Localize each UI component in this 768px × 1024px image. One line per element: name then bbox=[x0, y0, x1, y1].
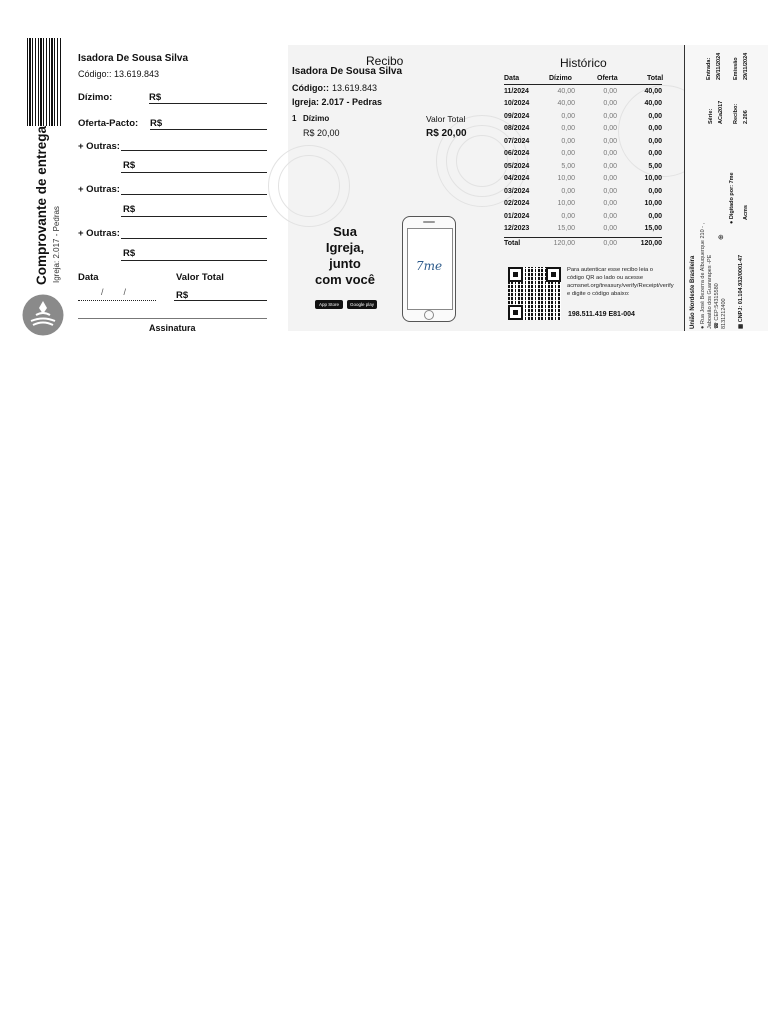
history-total-rule bbox=[504, 237, 662, 238]
stub-outras-2-rs: R$ bbox=[123, 204, 136, 215]
history-cell-date: 02/2024 bbox=[504, 200, 530, 208]
history-row bbox=[504, 150, 664, 163]
history-cell-dizimo: 0,00 bbox=[561, 112, 575, 120]
user-icon: ● bbox=[729, 219, 735, 224]
history-header-oferta: Oferta bbox=[597, 75, 618, 82]
history-title: Histórico bbox=[560, 56, 607, 70]
stub-dizimo-rs: R$ bbox=[149, 92, 162, 103]
history-header-dizimo: Dízimo bbox=[549, 75, 572, 82]
history-cell-date: 07/2024 bbox=[504, 137, 530, 145]
stub-outras-2-value-line[interactable] bbox=[121, 216, 267, 217]
receipt-total-label: Valor Total bbox=[426, 114, 466, 124]
history-cell-total: 0,00 bbox=[648, 187, 662, 195]
phone-icon bbox=[402, 216, 456, 322]
history-cell-oferta: 0,00 bbox=[603, 200, 617, 208]
history-cell-dizimo: 40,00 bbox=[557, 88, 575, 95]
side-acms: Acms bbox=[743, 205, 749, 220]
history-cell-dizimo: 0,00 bbox=[561, 187, 575, 195]
history-cell-dizimo: 5,00 bbox=[561, 162, 575, 170]
app-logo: 7me bbox=[416, 259, 443, 273]
side-cnpj-value: CNPJ: 01.104.932/0001-47 bbox=[738, 254, 744, 323]
history-cell-date: 08/2024 bbox=[504, 125, 530, 133]
history-cell-oferta: 0,00 bbox=[603, 137, 617, 145]
side-emissao-label: Emissão bbox=[733, 57, 739, 80]
history-cell-oferta: 0,00 bbox=[603, 187, 617, 195]
receipt-code-label: Código:: bbox=[292, 83, 329, 93]
history-cell-total: 40,00 bbox=[644, 100, 662, 108]
history-cell-total: 0,00 bbox=[648, 150, 662, 158]
receipt-name: Isadora De Sousa Silva bbox=[292, 66, 403, 77]
history-cell-date: 05/2024 bbox=[504, 162, 530, 170]
side-cep-value: CEP:54315580 bbox=[714, 283, 720, 321]
history-cell-dizimo: 0,00 bbox=[561, 137, 575, 145]
history-cell-oferta: 0,00 bbox=[603, 150, 617, 158]
stub-oferta-label: Oferta-Pacto: bbox=[78, 118, 139, 129]
side-entrada-value: 29/11/2024 bbox=[716, 52, 722, 80]
stub-outras-1-line[interactable] bbox=[121, 150, 267, 151]
stub-outras-1-rs: R$ bbox=[123, 160, 136, 171]
history-row bbox=[504, 113, 664, 126]
slogan-line-1: Sua bbox=[333, 224, 357, 239]
receipt-item-value: R$ 20,00 bbox=[303, 128, 340, 138]
history-cell-oferta: 0,00 bbox=[603, 112, 617, 120]
slogan bbox=[306, 224, 384, 288]
stub-assinatura-label: Assinatura bbox=[149, 323, 196, 333]
history-total-total: 120,00 bbox=[640, 240, 662, 247]
history-header-total: Total bbox=[647, 75, 664, 82]
receipt-code-value: 13.619.843 bbox=[332, 83, 378, 93]
stub-name: Isadora De Sousa Silva bbox=[78, 53, 189, 64]
history-total-row bbox=[504, 240, 664, 253]
history-row bbox=[504, 125, 664, 138]
history-row bbox=[504, 213, 664, 226]
slogan-line-3: junto bbox=[329, 256, 361, 271]
history-cell-date: 11/2024 bbox=[504, 88, 529, 95]
stub-outras-3-label: + Outras: bbox=[78, 228, 120, 239]
history-total-oferta: 0,00 bbox=[603, 240, 617, 247]
history-total-dizimo: 120,00 bbox=[553, 240, 575, 247]
side-digitado bbox=[729, 172, 735, 224]
history-row bbox=[504, 163, 664, 176]
side-entrada-label: Entrada: bbox=[706, 57, 712, 80]
stub-outras-1-label: + Outras: bbox=[78, 141, 120, 152]
building-icon: ▩ bbox=[738, 322, 744, 329]
globe-icon: ⊕ bbox=[718, 234, 725, 240]
history-total-label: Total bbox=[504, 240, 521, 247]
history-cell-dizimo: 0,00 bbox=[561, 125, 575, 133]
stub-dizimo-label: Dízimo: bbox=[78, 92, 113, 103]
history-row bbox=[504, 188, 664, 201]
history-header-date: Data bbox=[504, 75, 520, 82]
stub-data-label: Data bbox=[78, 272, 99, 283]
slogan-line-2: Igreja, bbox=[325, 240, 365, 255]
side-panel bbox=[684, 45, 768, 331]
app-store-badge[interactable]: App Store bbox=[315, 300, 343, 309]
history-cell-dizimo: 0,00 bbox=[561, 150, 575, 158]
stub-oferta-rs: R$ bbox=[150, 118, 163, 129]
stub-outras-1-value-line[interactable] bbox=[121, 172, 267, 173]
side-digitado-value: 7me bbox=[729, 172, 735, 184]
history-cell-dizimo: 10,00 bbox=[557, 200, 575, 208]
stub-vertical-subtitle: Igreja: 2.017 - Pedras bbox=[52, 206, 61, 283]
side-digitado-label: Digitado por: bbox=[729, 184, 735, 220]
side-address-1: Rua José Bezerra de Albuquerque 210 - , bbox=[700, 222, 706, 325]
history-cell-oferta: 0,00 bbox=[603, 125, 617, 133]
receipt-title: Recibo bbox=[366, 54, 404, 68]
history-row bbox=[504, 225, 664, 238]
history-cell-oferta: 0,00 bbox=[603, 100, 617, 108]
phone-small-icon: ☎ bbox=[714, 320, 720, 329]
side-phone: 8131212400 bbox=[721, 298, 727, 329]
side-recibo-label: Recibo: bbox=[733, 103, 739, 124]
history-cell-oferta: 0,00 bbox=[603, 88, 617, 95]
history-cell-oferta: 0,00 bbox=[603, 212, 617, 220]
history-cell-oferta: 0,00 bbox=[603, 162, 617, 170]
history-cell-total: 15,00 bbox=[644, 224, 662, 232]
history-row bbox=[504, 100, 664, 113]
history-cell-date: 09/2024 bbox=[504, 112, 530, 120]
church-logo-icon bbox=[22, 294, 64, 336]
history-row bbox=[504, 88, 664, 101]
qr-instructions: Para autenticar esse recibo leia o código QR ao lado ou acesse acmsnet.org/treasury/verify/Receipt/verify e digite o código abaixo: bbox=[567, 267, 674, 297]
qr-code[interactable] bbox=[508, 267, 561, 320]
side-divider bbox=[684, 45, 685, 331]
history-cell-date: 06/2024 bbox=[504, 150, 530, 158]
receipt-item-index: 1 bbox=[292, 114, 297, 123]
history-cell-total: 5,00 bbox=[648, 162, 662, 170]
location-icon: ● bbox=[700, 324, 706, 329]
side-emissao-value: 29/11/2024 bbox=[743, 52, 749, 80]
history-cell-date: 12/2023 bbox=[504, 224, 530, 232]
history-cell-date: 10/2024 bbox=[504, 100, 530, 108]
slogan-line-4: com você bbox=[315, 272, 375, 287]
history-cell-total: 40,00 bbox=[644, 88, 662, 95]
qr-verify-code: 198.511.419 E81-004 bbox=[568, 311, 635, 318]
stub-code: Código:: 13.619.843 bbox=[78, 69, 160, 79]
history-cell-total: 0,00 bbox=[648, 137, 662, 145]
stub-vertical-title: Comprovante de entrega bbox=[34, 125, 49, 285]
history-cell-total: 10,00 bbox=[644, 200, 662, 208]
stub-dizimo-line[interactable] bbox=[149, 103, 267, 104]
stub-signature-line[interactable] bbox=[78, 318, 267, 319]
stub-outras-3-rs: R$ bbox=[123, 248, 136, 259]
barcode bbox=[27, 38, 61, 126]
stub-outras-2-label: + Outras: bbox=[78, 184, 120, 195]
stub-outras-2-line[interactable] bbox=[121, 194, 267, 195]
history-cell-oferta: 0,00 bbox=[603, 224, 617, 232]
history-cell-date: 01/2024 bbox=[504, 212, 530, 220]
stub-oferta-line[interactable] bbox=[150, 129, 267, 130]
side-serie-label: Série: bbox=[708, 108, 714, 124]
stub-outras-3-value-line[interactable] bbox=[121, 260, 267, 261]
side-cep bbox=[714, 283, 720, 329]
history-header-rule bbox=[504, 84, 662, 85]
history-cell-dizimo: 0,00 bbox=[561, 212, 575, 220]
side-cnpj bbox=[738, 255, 744, 329]
history-cell-total: 0,00 bbox=[648, 112, 662, 120]
receipt-item-label: Dízimo bbox=[303, 114, 330, 123]
stub-total-line[interactable] bbox=[174, 300, 267, 301]
side-recibo-value: 2.206 bbox=[743, 110, 749, 124]
history-row bbox=[504, 138, 664, 151]
stub-total-rs: R$ bbox=[176, 290, 189, 301]
history-cell-date: 03/2024 bbox=[504, 187, 530, 195]
side-org: União Nordeste Brasileira bbox=[690, 255, 696, 329]
history-cell-dizimo: 10,00 bbox=[557, 175, 575, 183]
history-row bbox=[504, 175, 664, 188]
stub-outras-3-line[interactable] bbox=[121, 238, 267, 239]
google-play-badge[interactable]: Google play bbox=[347, 300, 377, 309]
history-cell-total: 0,00 bbox=[648, 125, 662, 133]
receipt-church: Igreja: 2.017 - Pedras bbox=[292, 97, 383, 107]
receipt-total-value: R$ 20,00 bbox=[426, 128, 467, 139]
history-cell-oferta: 0,00 bbox=[603, 175, 617, 183]
history-row bbox=[504, 200, 664, 213]
history-cell-total: 10,00 bbox=[644, 175, 662, 183]
side-address bbox=[700, 223, 706, 329]
stub-date-slashes: / / bbox=[101, 287, 127, 297]
stub-valor-total-label: Valor Total bbox=[176, 272, 224, 283]
side-city: Jaboatão dos Guararapes -PE bbox=[707, 254, 713, 329]
stub-date-line[interactable] bbox=[78, 300, 156, 301]
history-cell-dizimo: 40,00 bbox=[557, 100, 575, 108]
history-cell-date: 04/2024 bbox=[504, 175, 530, 183]
side-serie-value: ACa2017 bbox=[718, 100, 724, 124]
history-cell-dizimo: 15,00 bbox=[557, 224, 575, 232]
history-cell-total: 0,00 bbox=[648, 212, 662, 220]
